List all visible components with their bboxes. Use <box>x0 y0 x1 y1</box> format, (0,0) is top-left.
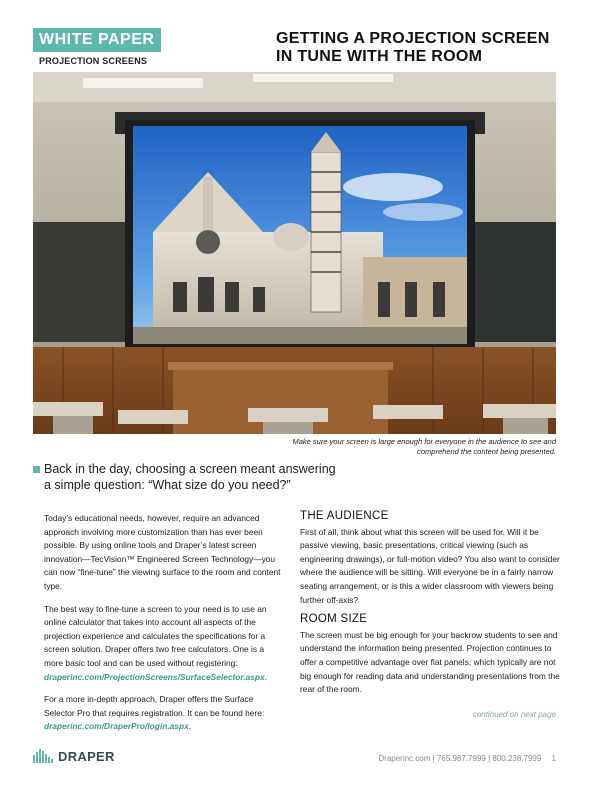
draper-logo-text: DRAPER <box>58 749 115 764</box>
lead-bullet-icon <box>33 466 40 473</box>
title-line-2: IN TUNE WITH THE ROOM <box>276 48 483 65</box>
contact-info: Draperinc.com | 765.987.7999 | 800.238.7999 <box>378 754 542 763</box>
draper-logo <box>33 749 115 763</box>
hero-photo <box>33 72 556 434</box>
pro-paragraph <box>44 693 282 734</box>
pro-end: . <box>188 721 192 732</box>
right-column <box>300 510 562 703</box>
category-label: PROJECTION SCREENS <box>39 56 148 66</box>
surface-selector-link[interactable]: draperinc.com/ProjectionScreens/SurfaceSelector.aspx <box>44 671 265 682</box>
intro-paragraph: Today’s educational needs, however, require an advanced approach involving more customization than has ever been possible. By using online tools and Draper’s latest screen innovation—TecVision™ Engineered Screen Technology—you can now “fine-tune” the viewing surface to the room and content type. <box>44 513 281 591</box>
draper-pro-login-link[interactable]: draperinc.com/DraperPro/login.aspx <box>44 721 189 732</box>
room-size-heading: ROOM SIZE <box>300 613 368 626</box>
caption-line-1: Make sure your screen is large enough for everyone in the audience to see and <box>292 437 556 446</box>
audience-paragraph: First of all, think about what this screen will be used for. Will it be passive viewing, basic presentations, critical viewing (such as engineering drawings), or full-motion video? You also want to consider where the audience will be sitting. Will everyone be in a fairly narrow seating arrangement, or is this a wider classroom with viewers being further off-axis? <box>300 526 560 605</box>
calculator-end: . <box>264 671 267 682</box>
page-number: 1 <box>551 754 556 763</box>
left-column <box>44 512 282 743</box>
white-paper-badge: WHITE PAPER <box>33 28 161 52</box>
title-line-1: GETTING A PROJECTION SCREEN <box>276 30 550 47</box>
page-title <box>276 30 576 66</box>
pro-text: For a more in-depth approach, Draper offers the Surface Selector Pro that requires registration. It can be found here: <box>44 694 265 718</box>
calculator-text: The best way to fine-tune a screen to your need is to use an online calculator that takes into account all aspects of the projection experience and calculates the specifications for a screen solution. Draper offers two free calculators. One is a more basic tool and can be used without registering: <box>44 603 267 668</box>
caption-line-2: comprehend the content being presented. <box>417 447 556 456</box>
hero-caption <box>33 437 556 457</box>
room-size-paragraph: The screen must be big enough for your backrow students to see and understand the information being presented. Projection continues to offer a competitive advantage over flat panels, which typically are not big enough for reading data and understanding presentations from the rear of the room. <box>300 629 560 695</box>
draper-logo-icon <box>33 749 55 763</box>
calculator-paragraph <box>44 603 282 685</box>
lead-paragraph: Back in the day, choosing a screen meant answering a simple question: “What size do you need?” <box>44 462 336 492</box>
footer-contact <box>330 754 556 763</box>
continued-note: continued on next page <box>472 710 556 719</box>
audience-heading: THE AUDIENCE <box>300 510 389 522</box>
classroom-projection-illustration <box>33 72 556 434</box>
